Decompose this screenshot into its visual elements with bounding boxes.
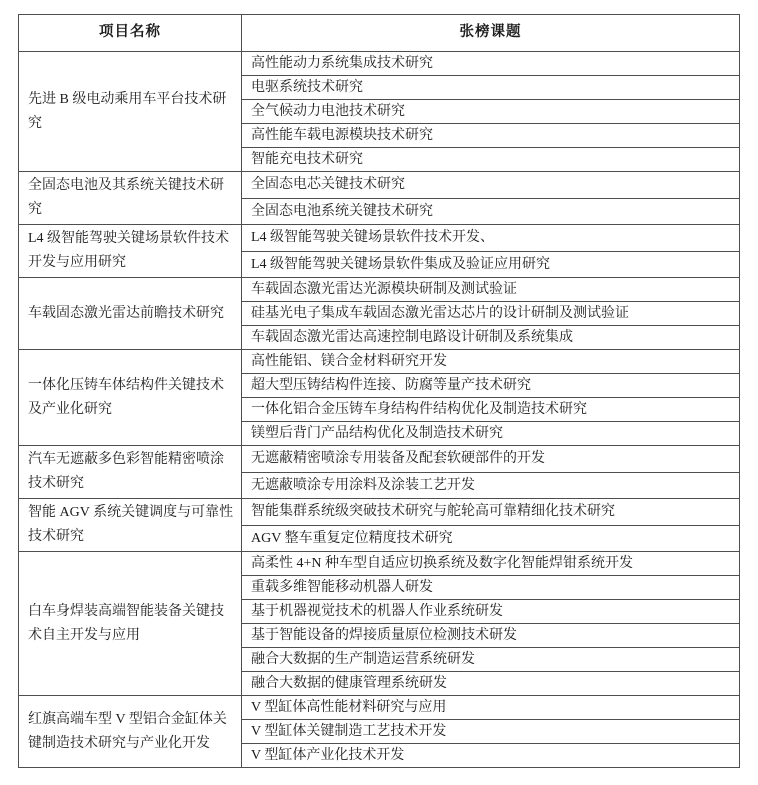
project-name-cell: L4 级智能驾驶关键场景软件技术开发与应用研究 [19,225,242,278]
topic-cell: 高性能车载电源模块技术研究 [242,124,740,148]
project-name-cell: 红旗高端车型 V 型铝合金缸体关键制造技术研究与产业化开发 [19,696,242,768]
topic-cell: 高性能铝、镁合金材料研究开发 [242,350,740,374]
topic-cell: 融合大数据的健康管理系统研发 [242,672,740,696]
topic-cell: 高性能动力系统集成技术研究 [242,52,740,76]
topic-cell: L4 级智能驾驶关键场景软件技术开发、 [242,225,740,252]
topic-cell: 镁塑后背门产品结构优化及制造技术研究 [242,422,740,446]
topic-cell: L4 级智能驾驶关键场景软件集成及验证应用研究 [242,251,740,278]
topic-cell: 全固态电池系统关键技术研究 [242,198,740,225]
table-row [19,552,740,576]
column-header-project-name: 项目名称 [19,15,242,52]
table-row [19,696,740,720]
topic-cell: V 型缸体产业化技术开发 [242,744,740,768]
project-name-cell: 全固态电池及其系统关键技术研究 [19,172,242,225]
topic-cell: V 型缸体高性能材料研究与应用 [242,696,740,720]
table-row [19,172,740,199]
topic-cell: 硅基光电子集成车载固态激光雷达芯片的设计研制及测试验证 [242,302,740,326]
topic-cell: 基于智能设备的焊接质量原位检测技术研发 [242,624,740,648]
table-row [19,499,740,526]
topic-cell: 电驱系统技术研究 [242,76,740,100]
topic-cell: 一体化铝合金压铸车身结构件结构优化及制造技术研究 [242,398,740,422]
table-row [19,52,740,76]
topic-cell: 无遮蔽喷涂专用涂料及涂装工艺开发 [242,472,740,499]
topic-cell: 重载多维智能移动机器人研发 [242,576,740,600]
topic-cell: 无遮蔽精密喷涂专用装备及配套软硬部件的开发 [242,446,740,473]
topic-cell: 高柔性 4+N 种车型自适应切换系统及数字化智能焊钳系统开发 [242,552,740,576]
topic-cell: 智能充电技术研究 [242,148,740,172]
project-name-cell: 白车身焊装高端智能装备关键技术自主开发与应用 [19,552,242,696]
column-header-posted-topics: 张榜课题 [242,15,740,52]
topic-cell: 基于机器视觉技术的机器人作业系统研发 [242,600,740,624]
topic-cell: 车载固态激光雷达高速控制电路设计研制及系统集成 [242,326,740,350]
table-row [19,225,740,252]
project-name-cell: 智能 AGV 系统关键调度与可靠性技术研究 [19,499,242,552]
topic-cell: AGV 整车重复定位精度技术研究 [242,525,740,552]
topic-cell: 融合大数据的生产制造运营系统研发 [242,648,740,672]
header-row [19,15,740,52]
table-body [19,52,740,768]
table-row [19,446,740,473]
project-name-cell: 一体化压铸车体结构件关键技术及产业化研究 [19,350,242,446]
project-topics-table [18,14,740,768]
project-name-cell: 先进 B 级电动乘用车平台技术研究 [19,52,242,172]
project-name-cell: 汽车无遮蔽多色彩智能精密喷涂技术研究 [19,446,242,499]
topic-cell: 超大型压铸结构件连接、防腐等量产技术研究 [242,374,740,398]
project-name-cell: 车载固态激光雷达前瞻技术研究 [19,278,242,350]
topic-cell: 全气候动力电池技术研究 [242,100,740,124]
table-row [19,278,740,302]
topic-cell: 智能集群系统级突破技术研究与舵轮高可靠精细化技术研究 [242,499,740,526]
topic-cell: V 型缸体关键制造工艺技术开发 [242,720,740,744]
topic-cell: 车载固态激光雷达光源模块研制及测试验证 [242,278,740,302]
table-row [19,350,740,374]
topic-cell: 全固态电芯关键技术研究 [242,172,740,199]
